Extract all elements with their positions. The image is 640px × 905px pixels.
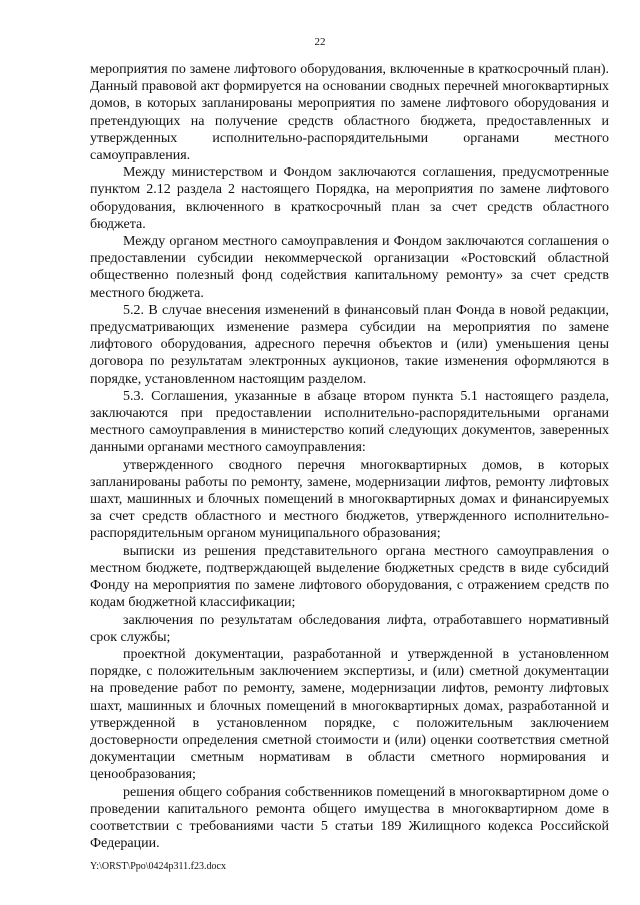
page-number: 22 bbox=[314, 36, 326, 48]
list-item-project-documentation: проектной документации, разработанной и утвержденной в установленном порядке, с положительным заключением экспертизы, и (или) сметной документации на проведение работ по ремонту, замене, модернизации лифтов, ремонту лифтовых шахт, машинных и блочных помещений в многоквартирных домах, разработанной и утвержденной в установленном порядке, с положительным заключением достоверности определения сметной стоимости и (или) оценки соответствия сметной документации сметным нормативам в области сметного нормирования и ценообразования; bbox=[90, 646, 609, 783]
document-body bbox=[90, 61, 609, 852]
list-item-budget-extract: выписки из решения представительного органа местного самоуправления о местном бюджете, подтверждающей выделение бюджетных средств в виде субсидий Фонду на мероприятия по замене лифтового оборудования, с отражением средств по кодам бюджетной классификации; bbox=[90, 543, 609, 611]
list-item-summary-list: утвержденного сводного перечня многоквартирных домов, в которых запланированы работы по ремонту, замене, модернизации лифтов, ремонту лифтовых шахт, машинных и блочных помещений в многоквартирных домах и финансируемых за счет средств областного и местного бюджетов, утвержденного исполнительно-распорядительным органом муниципального образования; bbox=[90, 457, 609, 542]
paragraph-ministry-agreements: Между министерством и Фондом заключаются соглашения, предусмотренные пунктом 2.12 раздела 2 настоящего Порядка, на мероприятия по замене лифтового оборудования, включенного в краткосрочный план за счет средств областного бюджета. bbox=[90, 165, 609, 232]
paragraph-5-3: 5.3. Соглашения, указанные в абзаце втором пункта 5.1 настоящего раздела, заключаются при предоставлении исполнительно-распорядительными органами местного самоуправления в министерство копий следующих документов, заверенных данными органами местного самоуправления: bbox=[90, 388, 609, 456]
paragraph-continuation: мероприятия по замене лифтового оборудования, включенные в краткосрочный план). Данный правовой акт формируется на основании сводных перечней многоквартирных домов, в которых запланированы мероприятия по замене лифтового оборудования и претендующих на получение средств областного бюджета, предоставленных и утвержденных исполнительно-распорядительными органами местного самоуправления. bbox=[90, 62, 609, 164]
paragraph-local-agreements: Между органом местного самоуправления и Фондом заключаются соглашения о предоставлении субсидии некоммерческой организации «Ростовский областной общественно полезный фонд содействия капитальному ремонту» за счет средств местного бюджета. bbox=[90, 234, 609, 301]
footer-file-path: Y:\ORST\Ppo\0424p311.f23.docx bbox=[90, 861, 226, 872]
list-item-lift-inspection: заключения по результатам обследования лифта, отработавшего нормативный срок службы; bbox=[90, 612, 609, 645]
paragraph-5-2: 5.2. В случае внесения изменений в финансовый план Фонда в новой редакции, предусматривающих изменение размера субсидии на мероприятия по замене лифтового оборудования, адресного перечня объектов и (или) уменьшения цены договора по результатам электронных аукционов, такие изменения оформляются в порядке, установленном настоящим разделом. bbox=[90, 302, 609, 387]
list-item-owners-meeting: решения общего собрания собственников помещений в многоквартирном доме о проведении капитального ремонта общего имущества в многоквартирном доме в соответствии с требованиями части 5 статьи 189 Жилищного кодекса Российской Федерации. bbox=[90, 784, 609, 852]
